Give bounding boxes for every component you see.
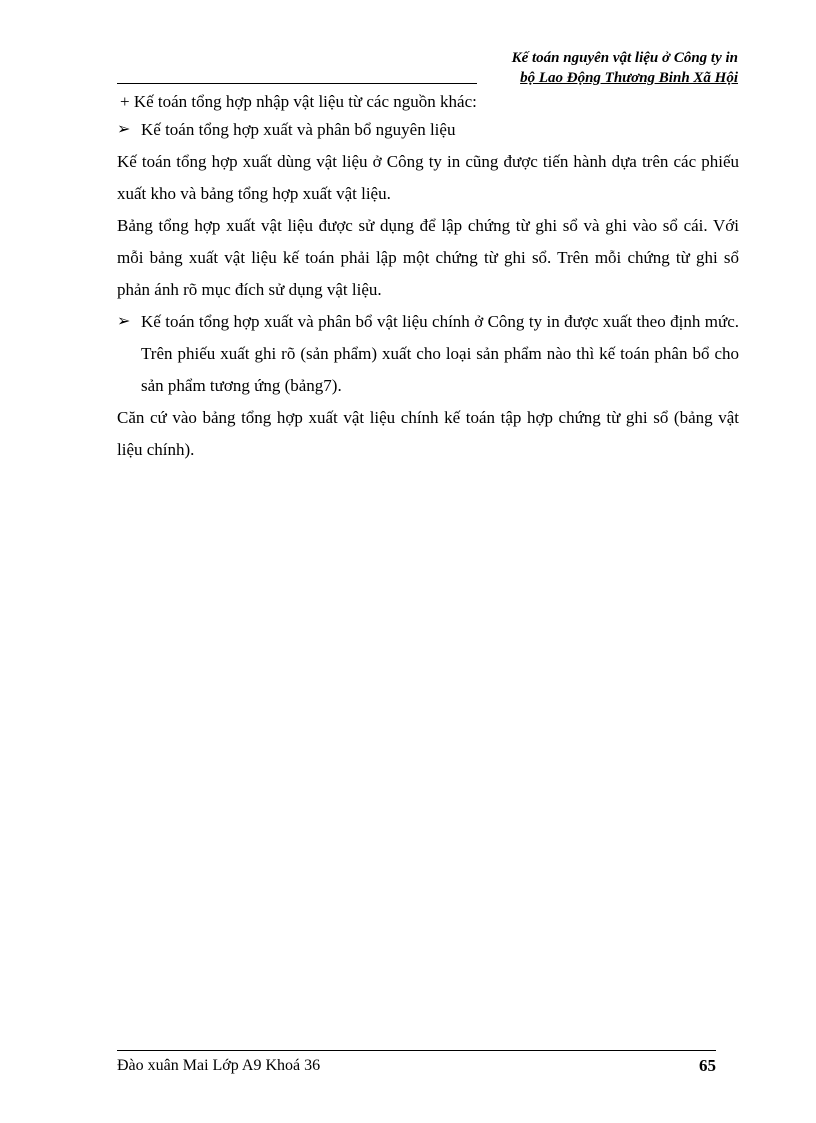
arrow-bullet-icon: ➢ bbox=[117, 121, 131, 138]
paragraph-3: Căn cứ vào bảng tổng hợp xuất vật liệu chính kế toán tập hợp chứng từ ghi sổ (bảng vật liệu chính). bbox=[117, 408, 739, 459]
footer-author: Đào xuân Mai Lớp A9 Khoá 36 bbox=[117, 1057, 321, 1074]
header-title-line1: Kế toán nguyên vật liệu ở Công ty in bbox=[511, 50, 738, 66]
paragraph-1: Kế toán tổng hợp xuất dùng vật liệu ở Công ty in cũng được tiến hành dựa trên các phiếu xuất kho và bảng tổng hợp xuất vật liệu. bbox=[117, 152, 739, 203]
paragraph-2: Bảng tổng hợp xuất vật liệu được sử dụng để lập chứng từ ghi sổ và ghi vào sổ cái. Với mỗi bảng xuất vật liệu kế toán phải lập một chứng từ ghi sổ. Trên mỗi chứng từ ghi sổ phản ánh rõ mục đích sử dụng vật liệu. bbox=[117, 216, 739, 299]
arrow-bullet-icon: ➢ bbox=[117, 313, 131, 330]
bullet-item-1 bbox=[117, 114, 739, 146]
page-content bbox=[117, 90, 739, 466]
footer-divider bbox=[117, 1050, 716, 1051]
bullet-item-2-text: Kế toán tổng hợp xuất và phân bổ vật liệu chính ở Công ty in được xuất theo định mức. Trên phiếu xuất ghi rõ (sản phẩm) xuất cho loại sản phẩm nào thì kế toán phân bổ cho sản phẩm tương ứng (bảng7). bbox=[141, 312, 739, 395]
bullet-item-1-text: Kế toán tổng hợp xuất và phân bổ nguyên liệu bbox=[141, 120, 456, 139]
page-header bbox=[418, 48, 738, 88]
header-divider bbox=[117, 83, 477, 84]
plus-item: + Kế toán tổng hợp nhập vật liệu từ các nguồn khác: bbox=[120, 92, 477, 111]
bullet-item-2 bbox=[117, 306, 739, 402]
page-number: 65 bbox=[699, 1056, 716, 1075]
header-title-line2: bộ Lao Động Thương Binh Xã Hội bbox=[520, 70, 738, 86]
